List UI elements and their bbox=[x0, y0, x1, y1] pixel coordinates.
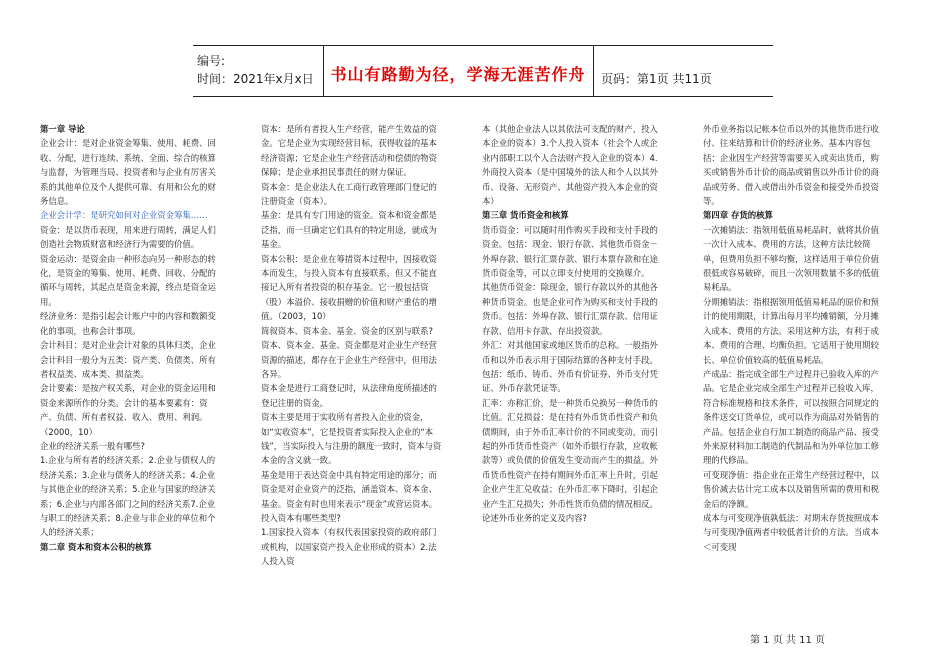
header-meta-cell bbox=[193, 46, 324, 96]
paragraph: 论述外币业务的定义及内容? bbox=[482, 512, 587, 523]
header-motto-cell bbox=[323, 46, 594, 96]
header-motto: 书山有路勤为径，学海无涯苦作舟 bbox=[330, 65, 586, 84]
paragraph: 可变现净值：指企业在正常生产经营过程中，以售价减去估计完工成本以及销售所需的费用和税金后的净额。 bbox=[703, 469, 879, 509]
paragraph: 汇率：亦称汇价，是一种货币兑换另一种货币的比值。汇兑损益：是在持有外币货币性资产和负债期间，由于外币汇率计价的不同或变动，而引起的外币货币性资产（如外币银行存款，应收帐款等）或负债的价值发生变动而产生的损益。外币货币性资产在持有期间外币汇率上升时，引起企业产生汇兑收益；在外币汇率下降时，引起企业产生汇兑损失；外币性货币负债的情况相反。 bbox=[482, 397, 658, 509]
paragraph: 资本金是进行工商登记时，从法律角度所描述的登记注册的资金。 bbox=[261, 383, 437, 408]
section-heading: 第二章 资本和资本公积的核算 bbox=[40, 541, 152, 552]
section-heading: 第四章 存货的核算 bbox=[703, 210, 773, 221]
paragraph: 外币业务指以记帐本位币以外的其他货币进行收付、往来结算和计价的经济业务。基本内容包括：企业因生产经营等需要买入或卖出货币，购买或销售外币计价的商品或销售以外币计价的商品或劳务、借入或借出外币资金和接受外币投资等。 bbox=[703, 124, 879, 207]
paragraph: 货币资金：可以随时用作购买手段和支付手段的资金。包括：现金、银行存款、其他货币资金－外埠存款、银行汇票存款、银行本票存款和在途货币资金等，可以立即支付使用的交换媒介。 bbox=[482, 224, 658, 279]
text-column-4 bbox=[703, 122, 885, 554]
section-heading: 第三章 货币资金和核算 bbox=[482, 210, 569, 221]
paragraph: 分期摊销法：指根据领用低值易耗品的原价和预计的使用期限，计算出每月平均摊销额，分月摊入成本、费用的方法。采用这种方法，有利于成本、费用的合理、均衡负担。它适用于使用期较长、单位价值较高的低值易耗品。 bbox=[703, 296, 879, 365]
paragraph: 资本主要是用于实收所有者投入企业的资金，如“实收资本”，它是投资者实际投入企业的“本钱”，当实际投入与注册的额度一致时，资本与资本金的含义就一致。 bbox=[261, 412, 442, 466]
paragraph: 资本金：是企业法人在工商行政管理部门登记的注册资金（资本）。 bbox=[261, 181, 437, 207]
paragraph: 会计科目：是对企业会计对象的具体归类，企业会计科目一般分为五类：资产类、负债类、所有者权益类、成本类、损益类。 bbox=[40, 340, 216, 379]
paragraph: 一次摊销法：指领用低值易耗品时，就将其价值一次计入成本、费用的方法，这种方法比较简单，但费用负担不够均衡，这样适用于单位价值很低或容易破碎，而且一次领用数量不多的低值易耗品。 bbox=[703, 224, 879, 293]
paragraph: 投入资本有哪些类型? bbox=[261, 512, 341, 523]
paragraph: 基金是用于表达资金中具有特定用途的部分；而资金是对企业资产的泛指，涵盖资本、资本金、基金。资金有时也用来表示“现金”或营运资本。 bbox=[261, 469, 438, 509]
text-column-3 bbox=[482, 122, 664, 525]
paragraph: 成本与可变现净值孰低法：对期末存货按照成本与可变现净值两者中较低者计价的方法。当成本＜可变现 bbox=[703, 512, 879, 552]
paragraph: 企业会计：是对企业资金筹集、使用、耗费、回收、分配，进行连续、系统、全面、综合的核算与监督，为管理当局、投资者和与企业有厉害关系的其他单位及个人提供可靠、有用和公允的财务信息。 bbox=[40, 138, 216, 207]
paragraph: 会计要素：是按产权关系，对企业的资金运用和资金来源所作的分类。会计的基本要素有：资产、负债、所有者权益、收入、费用、利润。（2000，10） bbox=[40, 383, 216, 437]
paragraph: 经济业务：是指引起会计账户中的内容和数额变化的事项，也称会计事项。 bbox=[40, 311, 216, 336]
paragraph: 资本、资本金、基金、资金都是对企业生产经营资源的描述，都存在于企业生产经营中，但用法各异。 bbox=[261, 340, 437, 379]
paragraph: 基金：是具有专门用途的资金。资本和资金都是泛指，而一旦确定它们具有的特定用途，就成为基金。 bbox=[261, 210, 437, 250]
document-number-label: 编号: bbox=[197, 54, 226, 68]
page-header bbox=[193, 45, 773, 97]
text-column-1 bbox=[40, 122, 222, 554]
paragraph: 资本公积：是企业在筹措资本过程中，因接收资本而发生，与投入资本有直接联系，但又不能直接记入所有者投资的积存基金。它一般包括资（股）本溢价、接收捐赠的价值和财产重估的增值。（2003，10） bbox=[261, 253, 437, 322]
paragraph: 本（其他企业法人以其依法可支配的财产，投入本企业的资本）3.个人投入资本（社会个人或企业内部职工以个人合法财产投入企业的资本）4.外商投入资本（是中国境外的法人和个人以其外币、设备、无形资产、其他资产投入本企业的资本） bbox=[482, 124, 658, 207]
paragraph: 资金：是以货币表现，用来进行周转，满足人们创造社会物质财富和经济行为需要的价值。 bbox=[40, 224, 216, 250]
paragraph: 简叙资本、资本金、基金、资金的区别与联系? bbox=[261, 325, 433, 336]
section-heading: 第一章 导论 bbox=[40, 124, 85, 134]
paragraph: 1.企业与所有者的经济关系；2.企业与债权人的经济关系；3.企业与债务人的经济关系；4.企业与其他企业的经济关系；5.企业与国家的经济关系；6.企业与内部各部门之间的经济关系7.企业与职工的经济关系；8.企业与非企业的单位和个人的经济关系； bbox=[40, 455, 216, 538]
document-time-label: 时间：2021年x月x日 bbox=[197, 72, 314, 86]
paragraph: 资本：是所有者投入生产经营，能产生效益的资金。它是企业为实现经营目标，获得收益的基本经济资源；它是企业生产经营活动和偿债的物资保障；是企业承担民事责任的财力保证。 bbox=[261, 124, 437, 178]
paragraph: 企业的经济关系一般有哪些? bbox=[40, 440, 145, 451]
paragraph: 产成品：指完成全部生产过程并已验收入库的产品。它是企业完成全部生产过程并已验收入库，符合标准规格和技术条件，可以按照合同规定的条件送交订货单位，或可以作为商品对外销售的产品。包括企业自行加工制造的商品产品、接受外来原材料加工制造的代制品和为外单位加工修理的代修品。 bbox=[703, 368, 879, 466]
paragraph: 企业会计学：是研究如何对企业资金筹集…… bbox=[40, 210, 208, 221]
paragraph: 1.国家投入资本（有权代表国家投资的政府部门或机构，以国家资产投入企业形成的资本）2.法人投入资 bbox=[261, 527, 437, 567]
paragraph: 外汇：对其他国家或地区货币的总称。一般指外币和以外币表示用于国际结算的各种支付手段。包括：纸币、铸币、外币有价证券、外币支付凭证、外币存款凭证等。 bbox=[482, 340, 658, 394]
paragraph: 资金运动：是资金由一种形态向另一种形态的转化，是资金的筹集、使用、耗费、回收、分配的循环与周转，其起点是资金来源，终点是资金运用。 bbox=[40, 253, 216, 307]
header-page-number: 页码：第1页 共11页 bbox=[601, 72, 712, 86]
text-column-2 bbox=[261, 122, 443, 569]
page-footer: 第 1 页 共 11 页 bbox=[750, 635, 825, 646]
paragraph: 其他货币资金：除现金，银行存款以外的其他各种货币资金。也是企业可作为购买和支付手段的货币。包括：外埠存款、银行汇票存款、信用证存款、信用卡存款、存出投资款。 bbox=[482, 282, 658, 336]
header-page-cell bbox=[593, 46, 773, 96]
